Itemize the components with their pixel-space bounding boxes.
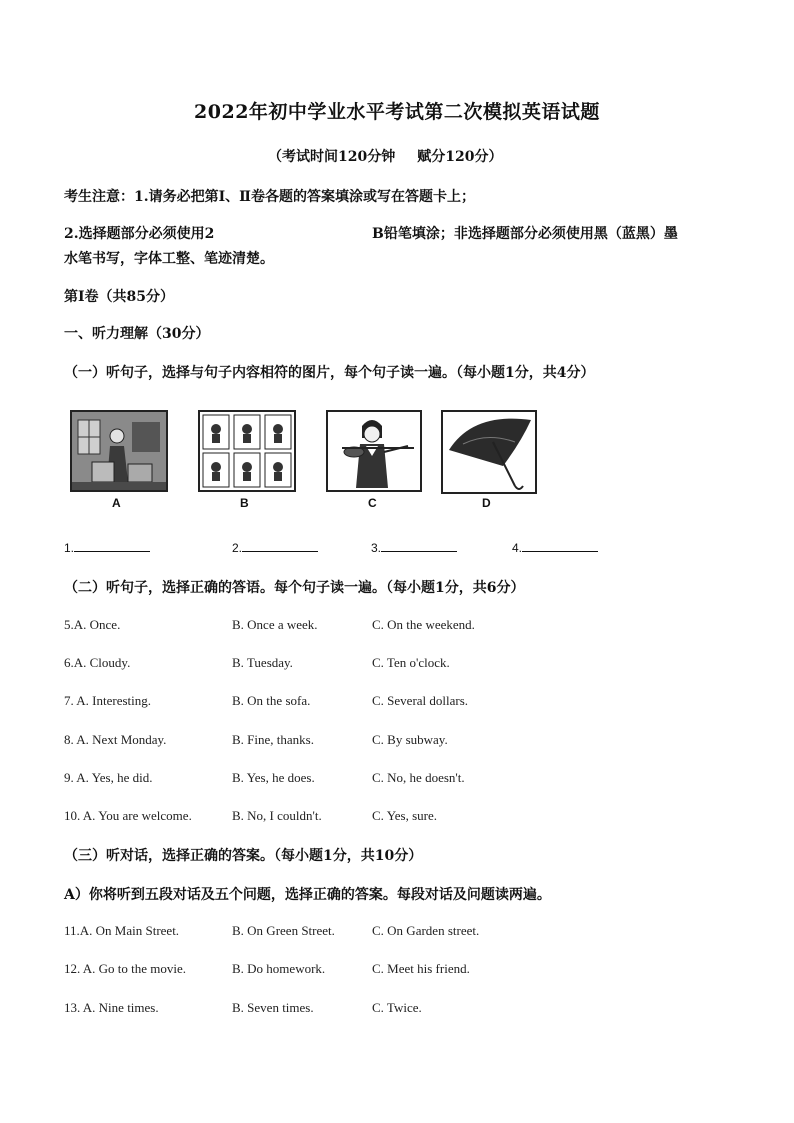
q12-option-b: B. Do homework. xyxy=(232,961,326,976)
section1-heading: （一）听句子，选择与句子内容相符的图片，每个句子读一遍。（每小题1分，共4分） xyxy=(64,365,595,381)
q9-option-c: C. No, he doesn't. xyxy=(372,770,465,785)
picture-b xyxy=(198,410,296,492)
notice-line-1: 考生注意：1.请务必把第Ⅰ、Ⅱ卷各题的答案填涂或写在答题卡上； xyxy=(64,189,475,205)
volume-heading: 第Ⅰ卷（共85分） xyxy=(64,289,175,305)
family-photo-icon xyxy=(72,412,166,490)
answer-blank-1[interactable]: 1. xyxy=(64,541,150,555)
q5-option-c: C. On the weekend. xyxy=(372,617,475,632)
q7-option-a: 7. A. Interesting. xyxy=(64,693,152,708)
q13-option-c: C. Twice. xyxy=(372,1000,422,1015)
section3-heading: （三）听对话，选择正确的答案。（每小题1分，共10分） xyxy=(64,848,423,864)
exam-subtitle xyxy=(268,146,502,166)
q12-option-a: 12. A. Go to the movie. xyxy=(64,961,187,976)
picture-d-label: D xyxy=(482,496,491,510)
part1-heading: 一、听力理解（30分） xyxy=(64,326,210,342)
q11-option-c: C. On Garden street. xyxy=(372,923,480,938)
q13-option-a: 13. A. Nine times. xyxy=(64,1000,159,1015)
violin-player-icon xyxy=(328,412,420,490)
picture-c-label: C xyxy=(368,496,377,510)
q5-option-b: B. Once a week. xyxy=(232,617,318,632)
q5-option-a: 5.A. Once. xyxy=(64,617,121,632)
q10-option-a: 10. A. You are welcome. xyxy=(64,808,192,823)
q11-option-a: 11.A. On Main Street. xyxy=(64,923,180,938)
score-info: 赋分120分） xyxy=(417,149,503,165)
answer-blank-4[interactable]: 4. xyxy=(512,541,598,555)
notice-line-2b: B铅笔填涂；非选择题部分必须使用黑（蓝黑）墨 xyxy=(372,226,678,242)
q7-option-c: C. Several dollars. xyxy=(372,693,469,708)
time-info: （考试时间120分钟 xyxy=(268,149,396,165)
q11-option-b: B. On Green Street. xyxy=(232,923,335,938)
answer-blank-2[interactable]: 2. xyxy=(232,541,318,555)
section2-heading: （二）听句子，选择正确的答语。每个句子读一遍。（每小题1分，共6分） xyxy=(64,580,525,596)
picture-a-label: A xyxy=(112,496,121,510)
mascot-stamps-icon xyxy=(200,412,294,490)
exam-title: 2022年初中学业水平考试第二次模拟英语试题 xyxy=(194,101,600,123)
answer-blank-3[interactable]: 3. xyxy=(371,541,457,555)
q6-option-c: C. Ten o'clock. xyxy=(372,655,450,670)
q10-option-b: B. No, I couldn't. xyxy=(232,808,322,823)
section3-sub-a: A）你将听到五段对话及五个问题，选择正确的答案。每段对话及问题读两遍。 xyxy=(64,887,551,903)
q8-option-a: 8. A. Next Monday. xyxy=(64,732,167,747)
notice-line-2a: 2.选择题部分必须使用2 xyxy=(64,226,215,242)
picture-c xyxy=(326,410,422,492)
q6-option-a: 6.A. Cloudy. xyxy=(64,655,131,670)
q13-option-b: B. Seven times. xyxy=(232,1000,314,1015)
q8-option-c: C. By subway. xyxy=(372,732,448,747)
picture-d xyxy=(441,410,537,494)
q6-option-b: B. Tuesday. xyxy=(232,655,293,670)
q9-option-b: B. Yes, he does. xyxy=(232,770,315,785)
umbrella-icon xyxy=(443,412,535,492)
q9-option-a: 9. A. Yes, he did. xyxy=(64,770,153,785)
picture-a xyxy=(70,410,168,492)
q7-option-b: B. On the sofa. xyxy=(232,693,311,708)
q10-option-c: C. Yes, sure. xyxy=(372,808,438,823)
picture-b-label: B xyxy=(240,496,249,510)
notice-line-2c: 水笔书写，字体工整、笔迹清楚。 xyxy=(64,251,274,267)
q8-option-b: B. Fine, thanks. xyxy=(232,732,314,747)
q12-option-c: C. Meet his friend. xyxy=(372,961,470,976)
